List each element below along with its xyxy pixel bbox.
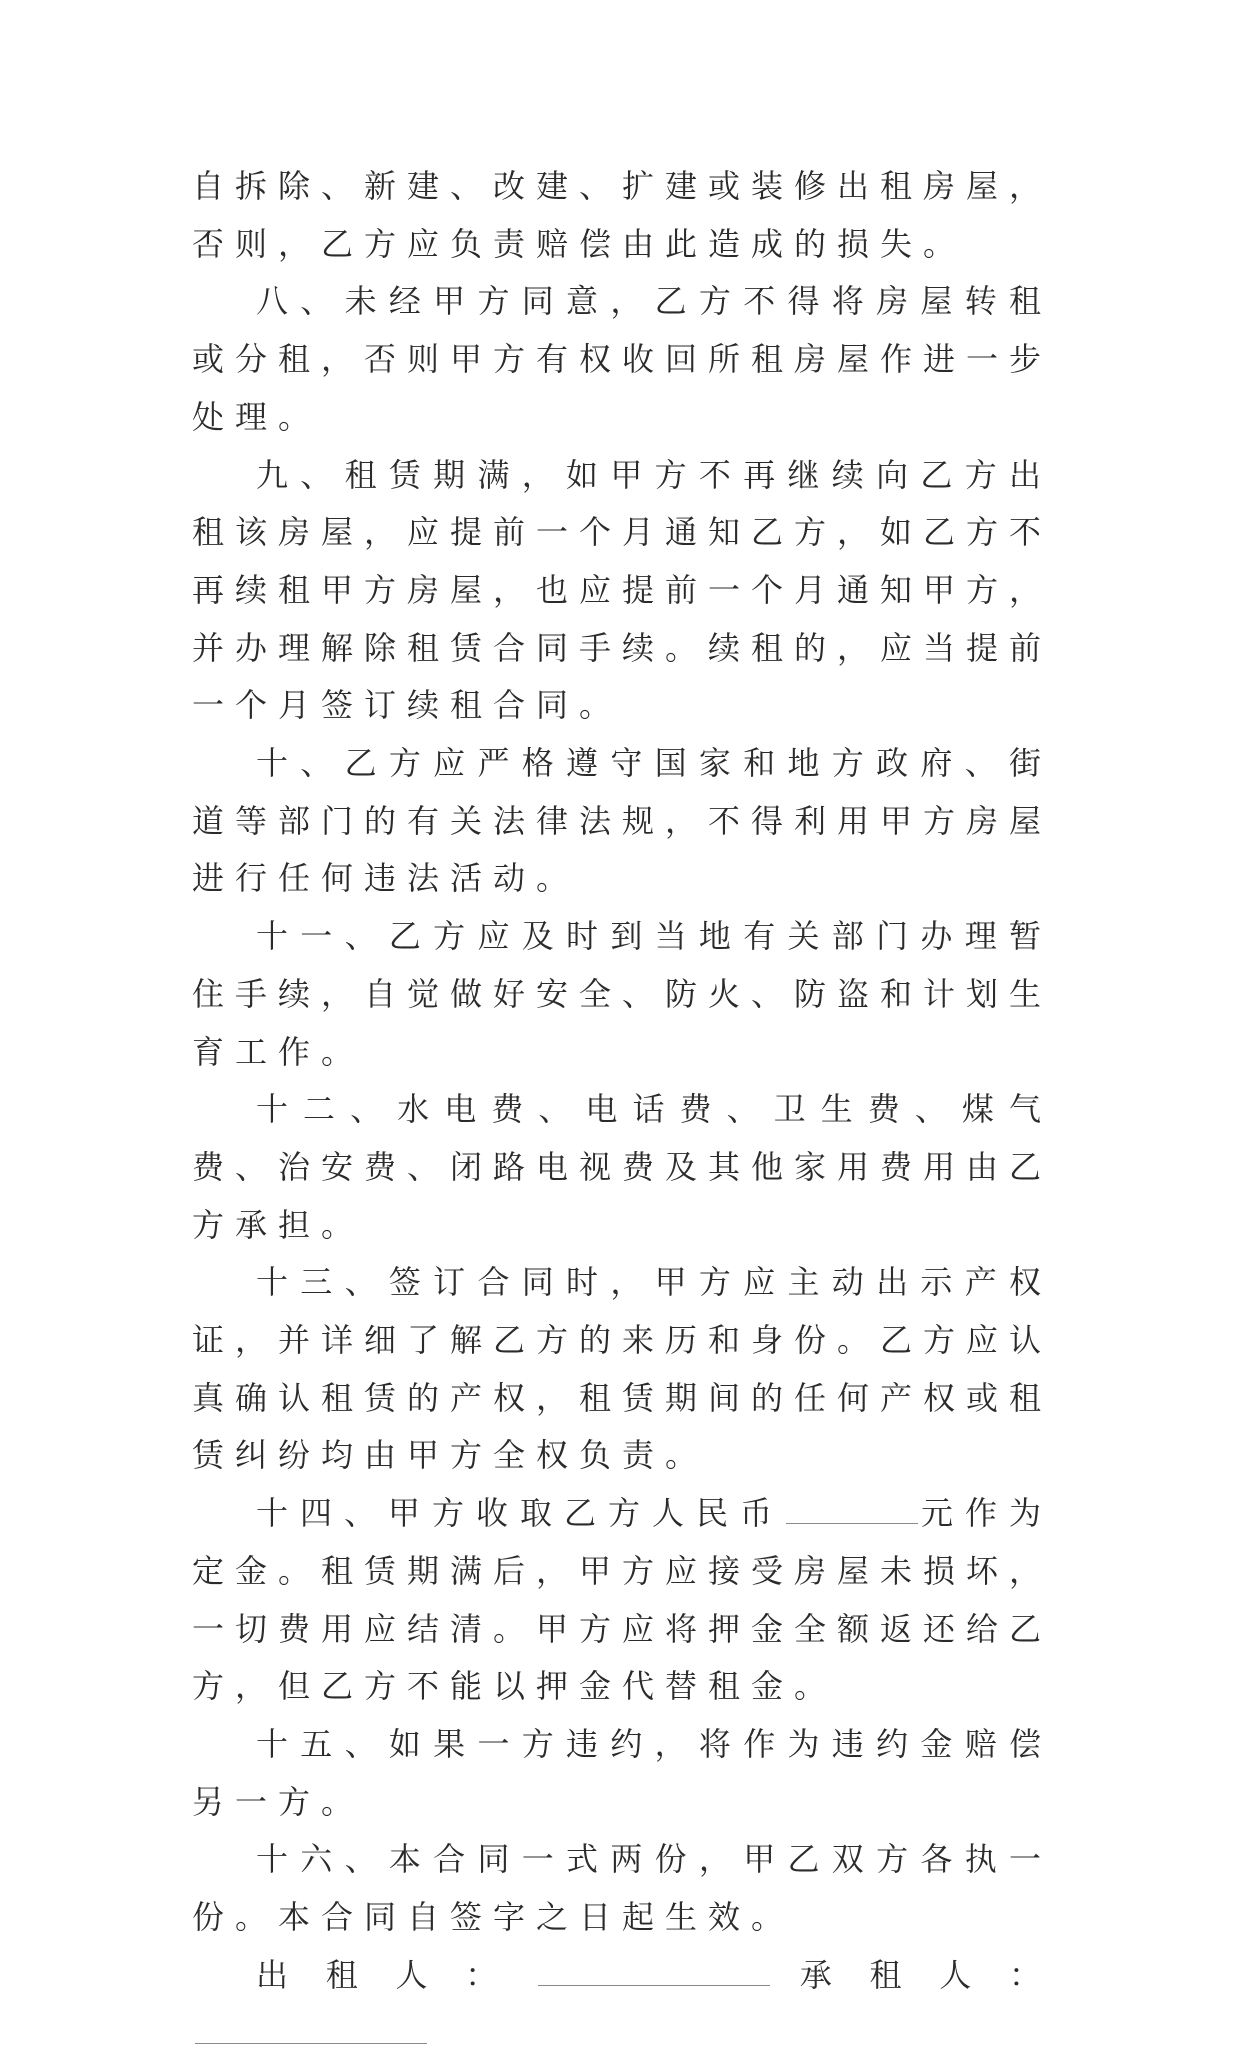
paragraph-clause-8: 八、未经甲方同意，乙方不得将房屋转租或分租，否则甲方有权收回所租房屋作进一步处理。 [192, 282, 1053, 436]
clause-14-text-before: 十四、甲方收取乙方人民币 [256, 1494, 784, 1533]
paragraph-clause-10: 十、乙方应严格遵守国家和地方政府、街道等部门的有关法律法规，不得利用甲方房屋进行任何违法活动。 [192, 744, 1053, 898]
paragraph-clause-7-continued: 自拆除、新建、改建、扩建或装修出租房屋，否则，乙方应负责赔偿由此造成的损失。 [192, 167, 1053, 263]
paragraph-clause-13: 十三、签订合同时，甲方应主动出示产权证，并详细了解乙方的来历和身份。乙方应认真确认租赁的产权，租赁期间的任何产权或租赁纠纷均由甲方全权负责。 [192, 1263, 1053, 1475]
paragraph-clause-15: 十五、如果一方违约，将作为违约金赔偿另一方。 [192, 1724, 1052, 1821]
paragraph-clause-14 [192, 1485, 1052, 1716]
lessor-label: 出租人： [256, 1955, 535, 1994]
lessee-signature-blank [195, 2013, 427, 2044]
paragraph-clause-12: 十二、水电费、电话费、卫生费、煤气费、治安费、闭路电视费及其他家用费用由乙方承担。 [192, 1090, 1053, 1244]
deposit-amount-blank [786, 1493, 918, 1524]
clause-14-text-after: 元作为定金。租赁期满后，甲方应接受房屋未损坏，一切费用应结清。甲方应将押金全额返还给乙方，但乙方不能以押金代替租金。 [192, 1494, 1053, 1706]
paragraph-clause-11: 十一、乙方应及时到当地有关部门办理暂住手续，自觉做好安全、防火、防盗和计划生育工作。 [192, 917, 1053, 1071]
signature-row [192, 1947, 1052, 2062]
paragraph-clause-16: 十六、本合同一式两份，甲乙双方各执一份。本合同自签字之日起生效。 [192, 1840, 1052, 1937]
paragraph-clause-9: 九、租赁期满，如甲方不再继续向乙方出租该房屋，应提前一个月通知乙方，如乙方不再续租甲方房屋，也应提前一个月通知甲方，并办理解除租赁合同手续。续租的，应当提前一个月签订续租合同。 [192, 455, 1053, 725]
lessor-signature-blank [538, 1955, 770, 1986]
lessee-label: 承租人： [773, 1955, 1052, 1994]
contract-body [192, 158, 1052, 2062]
